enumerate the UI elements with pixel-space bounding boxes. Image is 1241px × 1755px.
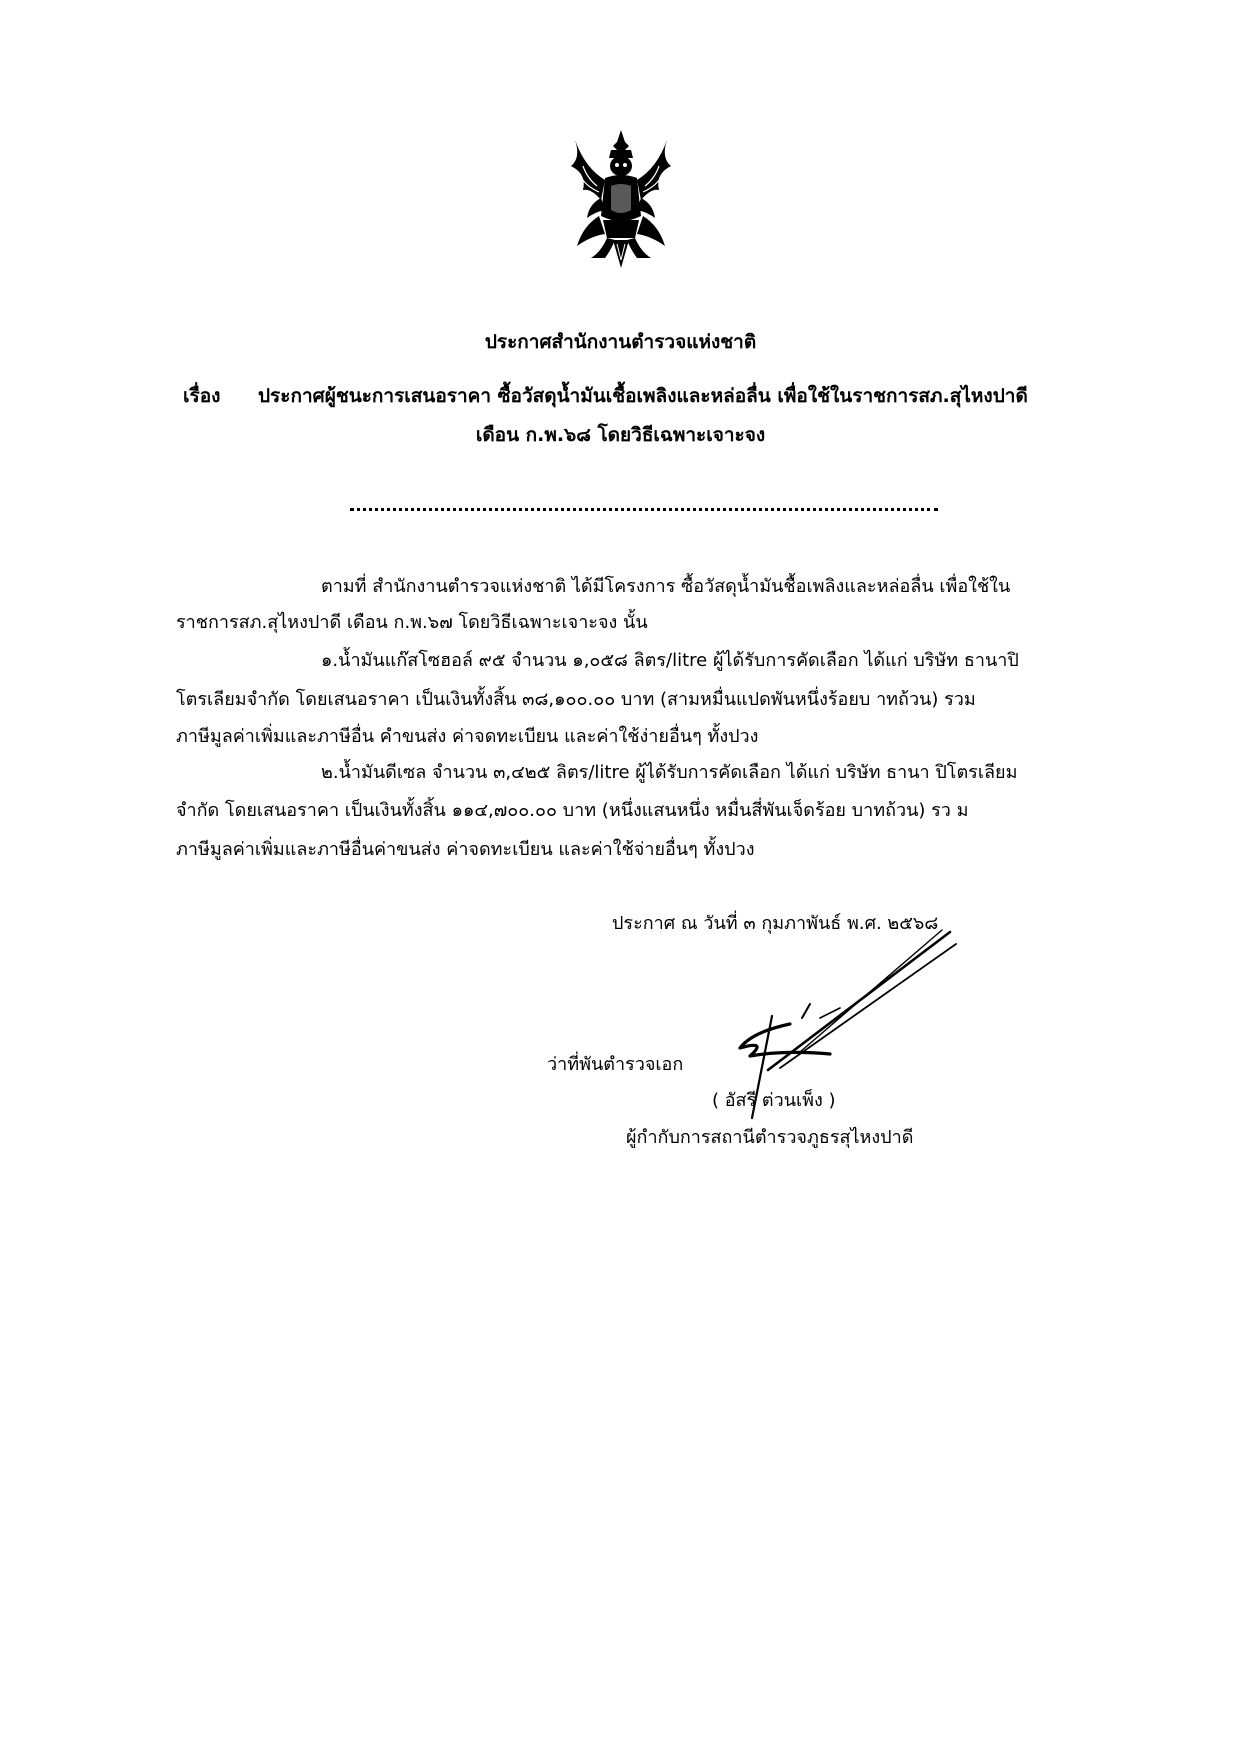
- item-1-line-3: ภาษีมูลค่าเพิ่มและภาษีอื่น คำขนส่ง ค่าจดทะเบียน และค่าใช้ง่ายอื่นๆ ทั้งปวง: [176, 726, 759, 747]
- item-1-line-2: โตรเลียมจำกัด โดยเสนอราคา เป็นเงินทั้งสิ้น ๓๘,๑๐๐.๐๐ บาท (สามหมื่นแปดพันหนึ่งร้อยบ าทถ้วน) รวม: [176, 689, 976, 710]
- item-1-line-1: ๑.น้ำมันแก๊สโซฮอล์ ๙๕ จำนวน ๑,๐๕๘ ลิตร/litre ผู้ได้รับการคัดเลือก ได้แก่ บริษัท ธานาปิ: [321, 650, 1019, 671]
- signer-position: ผู้กำกับการสถานีตำรวจภูธรสุไหงปาดี: [626, 1127, 914, 1148]
- signer-rank: ว่าที่พันตำรวจเอก: [547, 1054, 684, 1075]
- item-2-line-2: จำกัด โดยเสนอราคา เป็นเงินทั้งสิ้น ๑๑๔,๗๐๐.๐๐ บาท (หนึ่งแสนหนึ่ง หมื่นสี่พันเจ็ดร้อย บาทถ้วน) รว ม: [176, 800, 969, 821]
- dotted-separator: [350, 508, 938, 511]
- subject-label: เรื่อง: [183, 385, 221, 407]
- body-line-1: ตามที่ สำนักงานตำรวจแห่งชาติ ได้มีโครงการ ซื้อวัสดุน้ำมันชื้อเพลิงและหล่อลื่น เพื่อใช้ใน: [321, 576, 1011, 597]
- garuda-emblem-icon: [561, 128, 681, 272]
- item-2-line-1: ๒.น้ำมันดีเซล จำนวน ๓,๔๒๕ ลิตร/litre ผู้ได้รับการคัดเลือก ได้แก่ บริษัท ธานา ปิโตรเลียม: [321, 762, 1018, 783]
- signer-name: ( อัสรี ต่วนเพ็ง ): [712, 1090, 836, 1111]
- subject-text-line-1: ประกาศผู้ชนะการเสนอราคา ซื้อวัสดุน้ำมันเชื้อเพลิงและหล่อลื่น เพื่อใช้ในราชการสภ.สุไหงปาดี: [258, 385, 1028, 407]
- item-2-line-3: ภาษีมูลค่าเพิ่มและภาษีอื่นค่าขนส่ง ค่าจดทะเบียน และค่าใช้จ่ายอื่นๆ ทั้งปวง: [176, 839, 755, 860]
- page-title: ประกาศสำนักงานตำรวจแห่งชาติ: [484, 331, 757, 353]
- subject-text-line-2: เดือน ก.พ.๖๘ โดยวิธีเฉพาะเจาะจง: [475, 424, 766, 446]
- announcement-date: ประกาศ ณ วันที่ ๓ กุมภาพันธ์ พ.ศ. ๒๕๖๘: [612, 913, 939, 934]
- body-line-2: ราชการสภ.สุไหงปาดี เดือน ก.พ.๖๗ โดยวิธีเฉพาะเจาะจง นั้น: [176, 612, 648, 633]
